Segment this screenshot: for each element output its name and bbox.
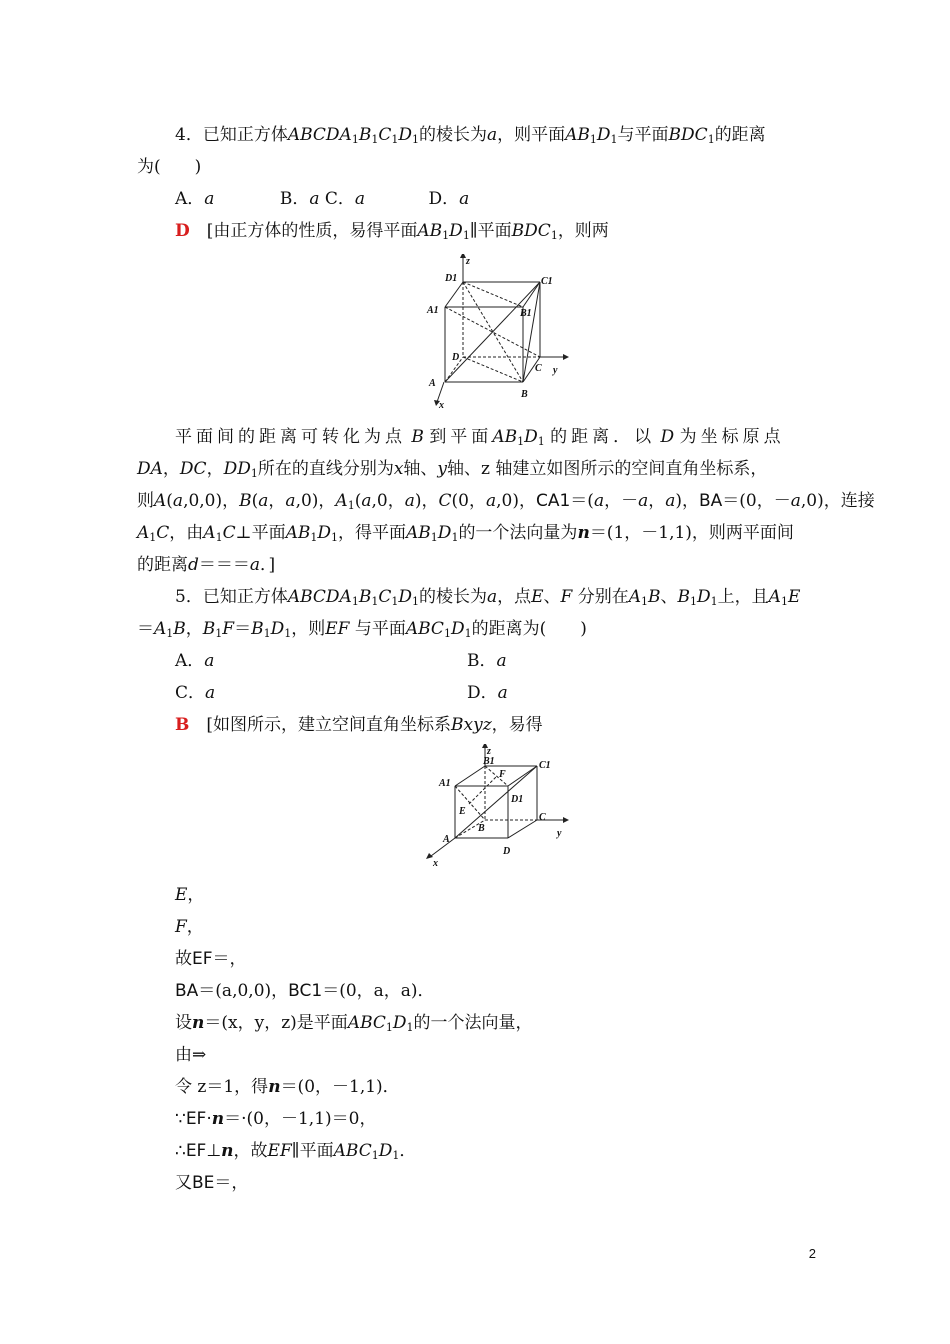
q5-answer: B <box>175 715 190 735</box>
q4-stem-line2: 为( ) <box>137 157 202 177</box>
q5-line-be: 又BE＝， <box>175 1173 249 1193</box>
fig2-label-d1: D1 <box>511 794 524 805</box>
page-number: 2 <box>808 1246 816 1261</box>
q4-answer: D <box>175 221 190 241</box>
fig2-label-f: F <box>499 769 506 780</box>
q4-solution-line2: 平面间的距离可转化为点 B 到平面$AB_1D_1$ 的距离．以 D 为坐标原点 <box>175 427 785 448</box>
cube-figure-1 <box>425 254 575 410</box>
fig2-label-e: E <box>459 806 466 817</box>
fig2-label-b: B <box>478 823 485 834</box>
q5-option-b: B．a <box>467 651 507 671</box>
q5-line-ef: 故EF＝， <box>175 949 247 969</box>
q5-line-let: 令 z＝1，得n＝(0，－1,1)． <box>175 1077 400 1097</box>
fig2-label-y: y <box>557 828 562 839</box>
fig2-label-z: z <box>487 746 491 757</box>
fig2-label-b1: B1 <box>483 756 495 767</box>
fig2-label-a: A <box>443 834 450 845</box>
q4-options: A．a B．a C．a D．a <box>175 189 470 209</box>
q5-stem: 5．已知正方体$ABCDA_1B_1C_1D_1$的棱长为a，点E、F 分别在$A_1B$、$B_1D_1$上，且$A_1E$ <box>175 587 801 608</box>
q4-stem: 4．已知正方体$ABCDA_1B_1C_1D_1$的棱长为a，则平面$AB_1D_1$与平面$BDC_1$的距离 <box>175 125 766 146</box>
q4-solution-line4: 则A(a,0,0)，B(a，a,0)，$A_1(a,0$，a)，C(0，a,0)，CA1＝(a，－a，a)，BA＝(0，－a,0)，连接 <box>137 491 875 512</box>
fig1-label-z: z <box>466 256 470 267</box>
fig1-label-b1: B1 <box>520 308 532 319</box>
q5-line-therefore: ∴EF⊥n，故EF∥平面$ABC_1D_1$． <box>175 1141 417 1162</box>
cube-figure-2 <box>425 744 575 868</box>
fig1-label-c1: C1 <box>541 276 553 287</box>
q5-option-c: C．a <box>175 683 216 703</box>
fig1-label-y: y <box>553 365 558 376</box>
fig2-label-x: x <box>433 858 438 868</box>
fig1-label-a1: A1 <box>427 305 439 316</box>
q4-solution-line3: DA，DC，$DD_1$所在的直线分别为x轴、y轴、z 轴建立如图所示的空间直角坐标系， <box>137 459 768 480</box>
fig1-label-c: C <box>535 363 542 374</box>
q5-line-because: ∵EF·n＝·(0，－1,1)＝0， <box>175 1109 377 1129</box>
fig2-label-c: C <box>539 812 546 823</box>
fig1-label-a: A <box>429 378 436 389</box>
q4-solution-line6: 的距离d＝＝＝a．] <box>137 555 276 575</box>
fig2-label-c1: C1 <box>539 760 551 771</box>
q5-solution-line1: B [如图所示，建立空间直角坐标系Bxyz，易得 <box>175 715 543 735</box>
q5-line-ba: BA＝(a,0,0)，BC1＝(0，a，a)． <box>175 981 435 1001</box>
q5-option-a: A．a <box>175 651 215 671</box>
fig1-label-d: D <box>452 352 460 363</box>
q4-solution-line5: $A_1C$，由$A_1C\perp$平面$AB_1D_1$，得平面$AB_1D_1$的一个法向量为n＝(1，－1,1)，则两平面间 <box>137 523 794 544</box>
fig2-label-a1: A1 <box>439 778 451 789</box>
fig2-label-d: D <box>503 846 511 857</box>
fig1-label-b: B <box>521 389 528 400</box>
q5-line-set-normal: 设n＝(x，y，z)是平面$ABC_1D_1$的一个法向量， <box>175 1013 533 1034</box>
fig1-label-x: x <box>439 400 444 410</box>
q5-option-d: D．a <box>467 683 508 703</box>
q5-stem-line2: $=A_1B$，$B_1F=B_1D_1$，则EF 与平面$ABC_1D_1$的距离为( ) <box>137 619 587 640</box>
q5-line-e: E， <box>175 885 205 905</box>
q4-solution-line1: D [由正方体的性质，易得平面$AB_1D_1\parallel$平面$BDC_1$，则两 <box>175 221 609 242</box>
q5-line-you: 由⇒ <box>175 1045 207 1065</box>
q5-line-f: F， <box>175 917 204 937</box>
fig1-label-d1: D1 <box>445 273 458 284</box>
